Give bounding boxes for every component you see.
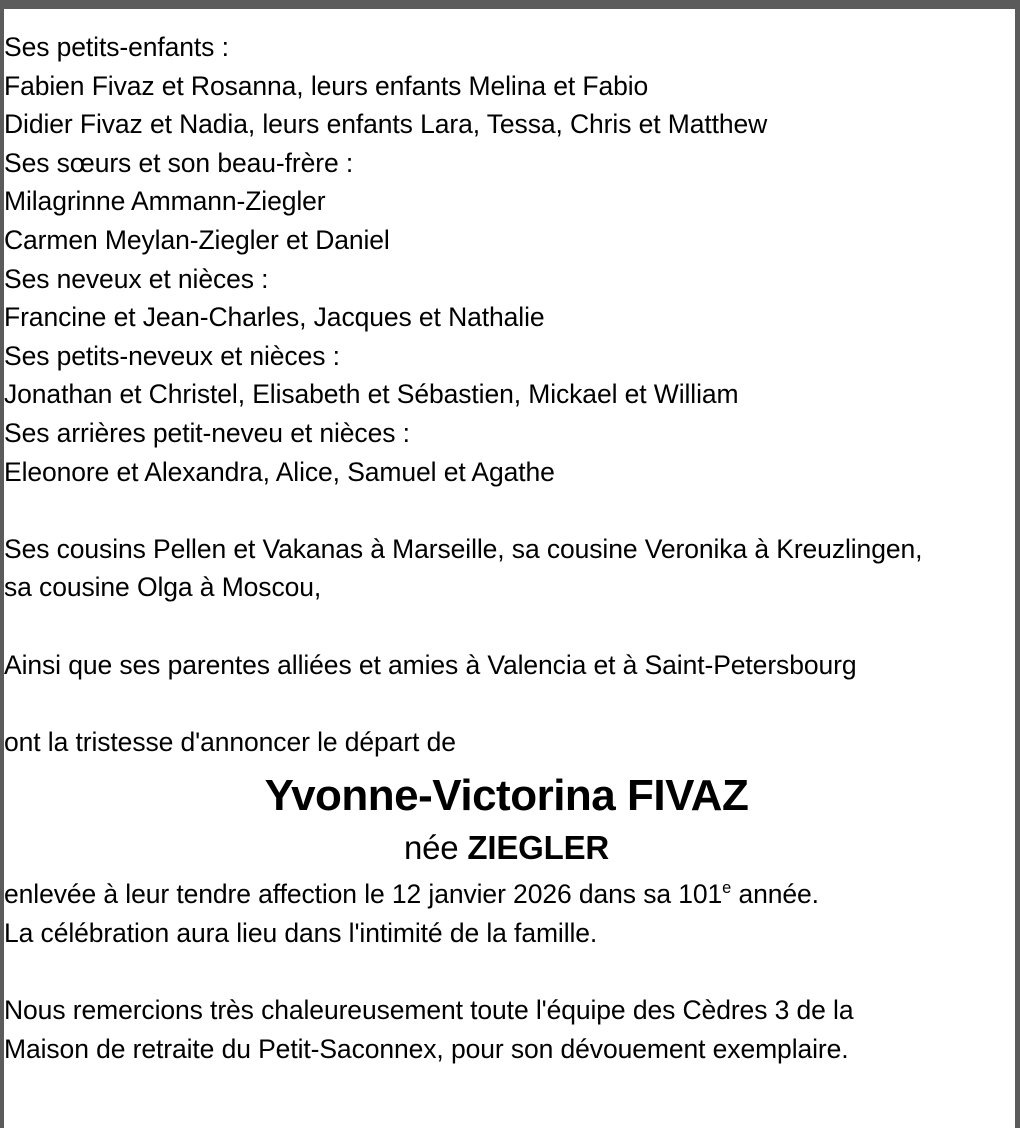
thanks-line-2: Maison de retraite du Petit-Saconnex, pour son dévouement exemplaire.	[4, 1033, 849, 1064]
greatgrandnephews-heading: Ses arrières petit-neveu et nièces :	[4, 417, 410, 448]
spacer-1	[4, 491, 1009, 530]
deceased-name: Yvonne-Victorina FIVAZ	[264, 771, 749, 821]
grandnephews-line-1: Jonathan et Christel, Elisabeth et Sébastien, Mickael et William	[4, 379, 739, 410]
spacer-3	[4, 684, 1009, 723]
grandnephews-heading: Ses petits-neveux et nièces :	[4, 340, 340, 371]
nephews-line-1: Francine et Jean-Charles, Jacques et Nathalie	[4, 302, 545, 333]
passing-text-before: enlevée à leur tendre affection le 12 janvier 2026 dans sa 101	[4, 879, 723, 910]
passing-text-after: année.	[731, 879, 819, 910]
sisters-line-2: Carmen Meylan-Ziegler et Daniel	[4, 224, 390, 255]
thanks-line-1: Nous remercions très chaleureusement toute l'équipe des Cèdres 3 de la	[4, 995, 854, 1026]
announcement-line: ont la tristesse d'annoncer le départ de	[4, 726, 456, 757]
deceased-maiden-name	[4, 825, 1009, 871]
nephews-heading: Ses neveux et nièces :	[4, 263, 269, 294]
sisters-line-1: Milagrinne Ammann-Ziegler	[4, 186, 326, 217]
grandchildren-heading: Ses petits-enfants :	[4, 32, 229, 62]
grandchildren-line-2: Didier Fivaz et Nadia, leurs enfants Lara, Tessa, Chris et Matthew	[4, 109, 768, 140]
nee-prefix: née	[403, 829, 468, 867]
top-border-rule	[0, 0, 1020, 9]
deceased-name-block	[4, 767, 1009, 871]
passing-line	[4, 875, 1009, 914]
passing-ordinal: e	[722, 879, 732, 898]
spacer-4	[4, 952, 1009, 991]
spacer-2	[4, 607, 1009, 646]
cousins-line-2: sa cousine Olga à Moscou,	[4, 572, 322, 603]
nee-surname: ZIEGLER	[467, 829, 610, 867]
relatives-line: Ainsi que ses parentes alliées et amies à Valencia et à Saint-Petersbourg	[4, 649, 857, 680]
ceremony-line: La célébration aura lieu dans l'intimité de la famille.	[4, 917, 598, 948]
sisters-heading: Ses sœurs et son beau-frère :	[4, 147, 354, 178]
cousins-line-1: Ses cousins Pellen et Vakanas à Marseille, sa cousine Veronika à Kreuzlingen,	[4, 533, 923, 564]
greatgrandnephews-line-1: Eleonore et Alexandra, Alice, Samuel et Agathe	[4, 456, 555, 487]
notice-content	[4, 9, 1015, 1128]
grandchildren-line-1: Fabien Fivaz et Rosanna, leurs enfants Melina et Fabio	[4, 70, 649, 101]
right-border-rule	[1015, 9, 1020, 1128]
